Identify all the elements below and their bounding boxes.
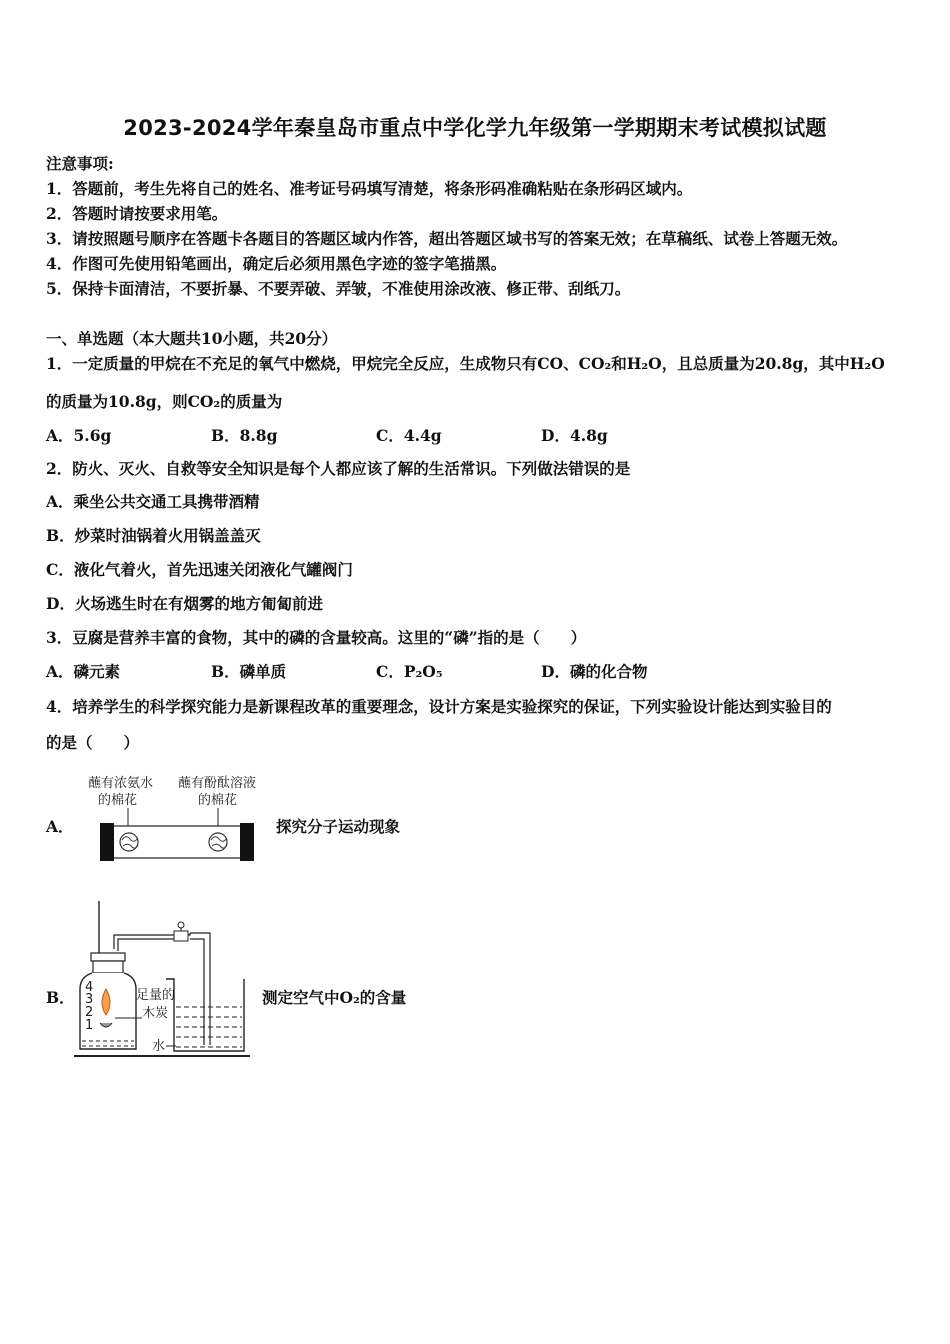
right-stopper xyxy=(240,823,254,861)
q1-option-b: B．8.8g xyxy=(211,426,278,445)
q3-option-c: C．P₂O₅ xyxy=(376,662,443,681)
question-1-stem-cont: 的质量为10.8g，则CO₂的质量为 xyxy=(46,392,283,411)
label-charcoal-line1: 足量的 xyxy=(136,988,176,1003)
q2-option-c: C．液化气着火，首先迅速关闭液化气罐阀门 xyxy=(46,560,353,579)
notice-heading: 注意事项: xyxy=(46,154,114,173)
label-ammonia-line1: 蘸有浓氨水 xyxy=(88,776,154,791)
bottle-stopper xyxy=(91,953,125,961)
q2-option-b: B．炒菜时油锅着火用锅盖盖灭 xyxy=(46,526,261,545)
q1-option-a: A．5.6g xyxy=(46,426,112,445)
section-heading: 一、单选题（本大题共10小题，共20分） xyxy=(46,329,338,348)
label-phenol-line2: 的棉花 xyxy=(198,793,238,808)
oxygen-content-apparatus xyxy=(70,895,255,1063)
scale-mark: 3 xyxy=(85,992,94,1007)
question-4-stem-cont: 的是（ ） xyxy=(46,733,140,752)
notice-item: 4．作图可先使用铅笔画出，确定后必须用黑色字迹的签字笔描黑。 xyxy=(46,254,507,273)
notice-item: 3．请按照题号顺序在答题卡各题目的答题区域内作答，超出答题区域书写的答案无效；在草稿纸、试卷上答题无效。 xyxy=(46,229,848,248)
molecule-motion-diagram xyxy=(84,768,274,864)
q4-option-a-desc: 探究分子运动现象 xyxy=(276,817,401,836)
question-1-stem: 1．一定质量的甲烷在不充足的氧气中燃烧，甲烷完全反应，生成物只有CO、CO₂和H₂O，且总质量为20.8g，其中H₂O xyxy=(46,354,885,373)
right-cotton xyxy=(209,833,227,851)
scale-mark: 1 xyxy=(85,1018,94,1033)
scale-mark: 4 xyxy=(85,980,94,995)
left-cotton xyxy=(120,833,138,851)
question-2-stem: 2．防火、灭火、自救等安全知识是每个人都应该了解的生活常识。下列做法错误的是 xyxy=(46,459,631,478)
label-ammonia-line2: 的棉花 xyxy=(98,793,138,808)
notice-item: 5．保持卡面清洁，不要折暴、不要弄破、弄皱，不准使用涂改液、修正带、刮纸刀。 xyxy=(46,279,631,298)
label-charcoal-line2: 木炭 xyxy=(142,1006,169,1021)
q1-option-d: D．4.8g xyxy=(541,426,608,445)
notice-item: 2．答题时请按要求用笔。 xyxy=(46,204,228,223)
q2-option-a: A．乘坐公共交通工具携带酒精 xyxy=(46,492,260,511)
left-stopper xyxy=(100,823,114,861)
q3-option-b: B．磷单质 xyxy=(211,662,287,681)
q3-option-a: A．磷元素 xyxy=(46,662,121,681)
q2-option-d: D．火场逃生时在有烟雾的地方匍匐前进 xyxy=(46,594,323,613)
question-4-stem: 4．培养学生的科学探究能力是新课程改革的重要理念，设计方案是实验探究的保证，下列实验设计能达到实验目的 xyxy=(46,697,832,716)
beaker xyxy=(166,979,244,1051)
q4-option-b-desc: 测定空气中O₂的含量 xyxy=(262,988,407,1007)
label-phenol-line1: 蘸有酚酞溶液 xyxy=(178,776,257,791)
connecting-tube xyxy=(190,933,210,1045)
q4-option-a-letter: A． xyxy=(46,817,74,836)
label-water: 水 xyxy=(152,1039,166,1054)
notice-item: 1．答题前，考生先将自己的姓名、准考证号码填写清楚，将条形码准确粘贴在条形码区域内。 xyxy=(46,179,693,198)
clamp xyxy=(174,931,188,941)
q1-option-c: C．4.4g xyxy=(376,426,442,445)
question-3-stem: 3．豆腐是营养丰富的食物，其中的磷的含量较高。这里的“磷”指的是（ ） xyxy=(46,628,587,647)
scale-mark: 2 xyxy=(85,1005,94,1020)
q3-option-d: D．磷的化合物 xyxy=(541,662,648,681)
q4-option-b-letter: B． xyxy=(46,988,75,1007)
page-title: 2023-2024学年秦皇岛市重点中学化学九年级第一学期期末考试模拟试题 xyxy=(123,116,827,140)
